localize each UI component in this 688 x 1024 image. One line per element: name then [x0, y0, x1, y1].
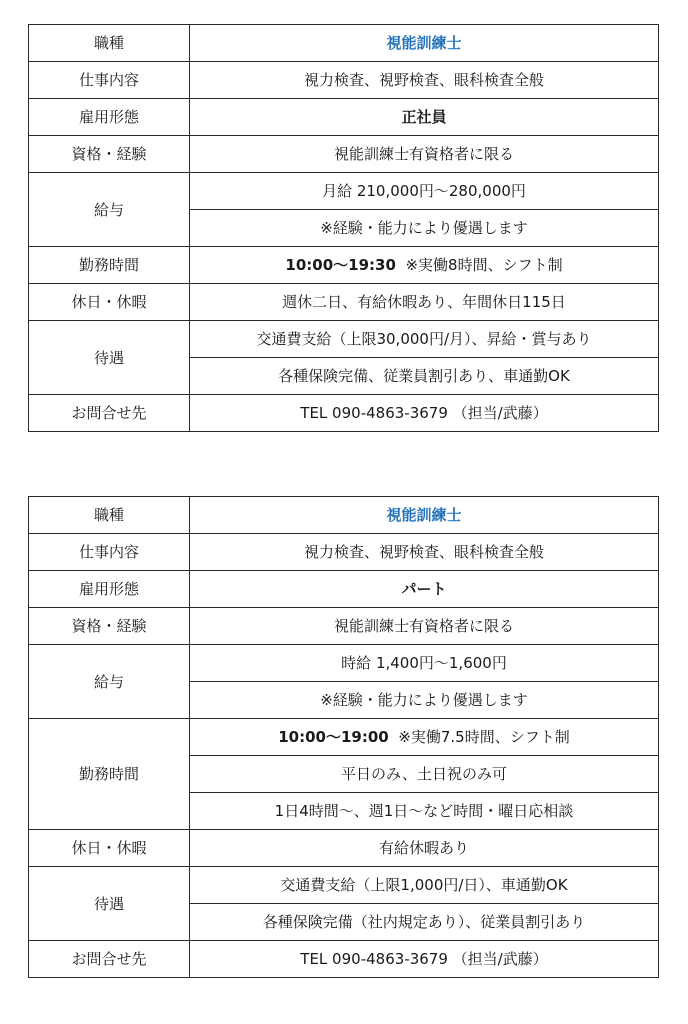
table-row	[29, 719, 659, 756]
holidays-value: 週休二日、有給休暇あり、年間休日115日	[190, 284, 659, 321]
table-row	[29, 645, 659, 682]
duties-label: 仕事内容	[29, 534, 190, 571]
contact-value: TEL 090-4863-3679 （担当/武藤）	[190, 941, 659, 978]
duties-label: 仕事内容	[29, 62, 190, 99]
table-row	[29, 830, 659, 867]
hours-label: 勤務時間	[29, 247, 190, 284]
employment-value: パート	[190, 571, 659, 608]
job-title: 視能訓練士	[190, 25, 659, 62]
duties-value: 視力検査、視野検査、眼科検査全般	[190, 534, 659, 571]
duties-value: 視力検査、視野検査、眼科検査全般	[190, 62, 659, 99]
salary-value: 月給 210,000円～280,000円	[190, 173, 659, 210]
job-table-fulltime	[28, 24, 659, 432]
salary-label: 給与	[29, 173, 190, 247]
hours-time: 10:00～19:00	[278, 728, 389, 746]
job-label: 職種	[29, 25, 190, 62]
qualification-value: 視能訓練士有資格者に限る	[190, 136, 659, 173]
benefits-value: 交通費支給（上限1,000円/日）、車通勤OK	[190, 867, 659, 904]
employment-label: 雇用形態	[29, 571, 190, 608]
table-row	[29, 284, 659, 321]
table-row	[29, 534, 659, 571]
benefits-value: 各種保険完備、従業員割引あり、車通勤OK	[190, 358, 659, 395]
qualification-label: 資格・経験	[29, 136, 190, 173]
hours-label: 勤務時間	[29, 719, 190, 830]
hours-note: ※実働7.5時間、シフト制	[398, 728, 570, 746]
job-title: 視能訓練士	[190, 497, 659, 534]
salary-value: 時給 1,400円～1,600円	[190, 645, 659, 682]
table-row	[29, 247, 659, 284]
table-row	[29, 497, 659, 534]
holidays-label: 休日・休暇	[29, 830, 190, 867]
qualification-value: 視能訓練士有資格者に限る	[190, 608, 659, 645]
table-row	[29, 62, 659, 99]
table-row	[29, 867, 659, 904]
contact-label: お問合せ先	[29, 395, 190, 432]
hours-detail: 1日4時間～、週1日～など時間・曜日応相談	[190, 793, 659, 830]
hours-value	[190, 247, 659, 284]
job-label: 職種	[29, 497, 190, 534]
hours-note: ※実働8時間、シフト制	[405, 256, 563, 274]
benefits-value: 各種保険完備（社内規定あり）、従業員割引あり	[190, 904, 659, 941]
holidays-value: 有給休暇あり	[190, 830, 659, 867]
employment-label: 雇用形態	[29, 99, 190, 136]
table-row	[29, 173, 659, 210]
benefits-label: 待遇	[29, 867, 190, 941]
table-row	[29, 25, 659, 62]
salary-label: 給与	[29, 645, 190, 719]
hours-time: 10:00～19:30	[285, 256, 396, 274]
table-row	[29, 321, 659, 358]
contact-value: TEL 090-4863-3679 （担当/武藤）	[190, 395, 659, 432]
table-row	[29, 395, 659, 432]
table-row	[29, 136, 659, 173]
table-row	[29, 99, 659, 136]
holidays-label: 休日・休暇	[29, 284, 190, 321]
job-table-parttime	[28, 496, 659, 978]
contact-label: お問合せ先	[29, 941, 190, 978]
benefits-label: 待遇	[29, 321, 190, 395]
employment-value: 正社員	[190, 99, 659, 136]
salary-note: ※経験・能力により優遇します	[190, 682, 659, 719]
table-row	[29, 941, 659, 978]
hours-detail: 平日のみ、土日祝のみ可	[190, 756, 659, 793]
hours-value	[190, 719, 659, 756]
table-row	[29, 608, 659, 645]
table-row	[29, 571, 659, 608]
salary-note: ※経験・能力により優遇します	[190, 210, 659, 247]
qualification-label: 資格・経験	[29, 608, 190, 645]
benefits-value: 交通費支給（上限30,000円/月）、昇給・賞与あり	[190, 321, 659, 358]
